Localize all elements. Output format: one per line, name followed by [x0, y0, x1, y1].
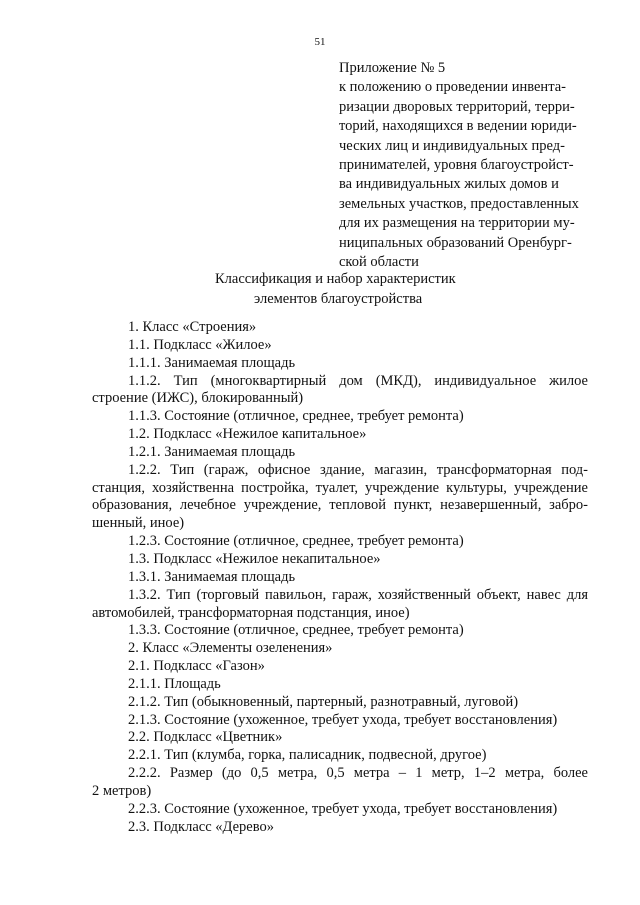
- list-item: 2.2.3. Состояние (ухоженное, требует ухода, требует восстановления): [128, 800, 558, 817]
- list-item: 1. Класс «Строения»: [128, 319, 257, 335]
- list-item: 1.3. Подкласс «Нежилое некапитальное»: [128, 550, 381, 567]
- appendix-line: для их размещения на территории му-: [339, 215, 575, 232]
- list-item-continuation: станция, хозяйственна постройка, туалет, учреждение культуры, учреждение: [92, 479, 588, 496]
- heading-line-2: элементов благоустройства: [254, 290, 423, 307]
- page-number: 51: [314, 36, 326, 48]
- list-item: 1.1.3. Состояние (отличное, среднее, требует ремонта): [128, 408, 464, 425]
- list-item: 2.1.3. Состояние (ухоженное, требует ухода, требует восстановления): [128, 711, 558, 728]
- list-item-continuation: образования, лечебное учреждение, тепловой пункт, незавершенный, забро-: [92, 497, 588, 514]
- list-item: 1.1.1. Занимаемая площадь: [128, 354, 296, 371]
- list-item: 2. Класс «Элементы озеленения»: [128, 640, 333, 657]
- list-item: 1.2.2. Тип (гараж, офисное здание, магазин, трансформаторная под-: [128, 461, 588, 478]
- list-item: 1.3.3. Состояние (отличное, среднее, требует ремонта): [128, 622, 464, 639]
- list-item: 2.1.2. Тип (обыкновенный, партерный, разнотравный, луговой): [128, 693, 519, 710]
- list-item: 2.3. Подкласс «Дерево»: [128, 818, 274, 835]
- list-item: 1.2.1. Занимаемая площадь: [128, 443, 296, 460]
- appendix-line: торий, находящихся в ведении юриди-: [339, 118, 577, 135]
- list-item: 1.3.2. Тип (торговый павильон, гараж, хозяйственный объект, навес для: [128, 586, 588, 603]
- appendix-line: принимателей, уровня благоустройст-: [339, 157, 574, 174]
- list-item: 1.2.3. Состояние (отличное, среднее, требует ремонта): [128, 533, 464, 550]
- list-item-continuation: автомобилей, трансформаторная подстанция, иное): [92, 604, 410, 621]
- list-item-continuation: строение (ИЖС), блокированный): [92, 390, 304, 407]
- appendix-line: ской области: [339, 254, 419, 271]
- heading-line-1: Классификация и набор характеристик: [215, 271, 456, 287]
- list-item: 2.2. Подкласс «Цветник»: [128, 729, 283, 746]
- list-item: 1.1.2. Тип (многоквартирный дом (МКД), индивидуальное жилое: [128, 372, 588, 389]
- list-item-continuation: шенный, иное): [92, 515, 185, 532]
- list-item: 2.2.2. Размер (до 0,5 метра, 0,5 метра – 1 метр, 1–2 метра, более: [128, 765, 588, 782]
- appendix-line: к положению о проведении инвента-: [339, 79, 566, 96]
- appendix-line: ческих лиц и индивидуальных пред-: [339, 137, 565, 154]
- list-item: 1.2. Подкласс «Нежилое капитальное»: [128, 426, 367, 443]
- appendix-line: земельных участков, предоставленных: [339, 195, 579, 212]
- appendix-line: ниципальных образований Оренбург-: [339, 234, 572, 251]
- document-heading: [0, 270, 640, 309]
- list-item: 2.1. Подкласс «Газон»: [128, 658, 265, 675]
- list-item: 1.1. Подкласс «Жилое»: [128, 336, 272, 353]
- list-item: 2.2.1. Тип (клумба, горка, палисадник, подвесной, другое): [128, 747, 487, 764]
- list-item-continuation: 2 метров): [92, 782, 152, 799]
- appendix-block: [339, 59, 601, 272]
- appendix-line: ва индивидуальных жилых домов и: [339, 176, 559, 193]
- list-item: 2.1.1. Площадь: [128, 675, 221, 692]
- list-item: 1.3.1. Занимаемая площадь: [128, 568, 296, 585]
- appendix-line: ризации дворовых территорий, терри-: [339, 98, 575, 115]
- appendix-line: Приложение № 5: [339, 60, 446, 76]
- classification-list: [92, 319, 588, 836]
